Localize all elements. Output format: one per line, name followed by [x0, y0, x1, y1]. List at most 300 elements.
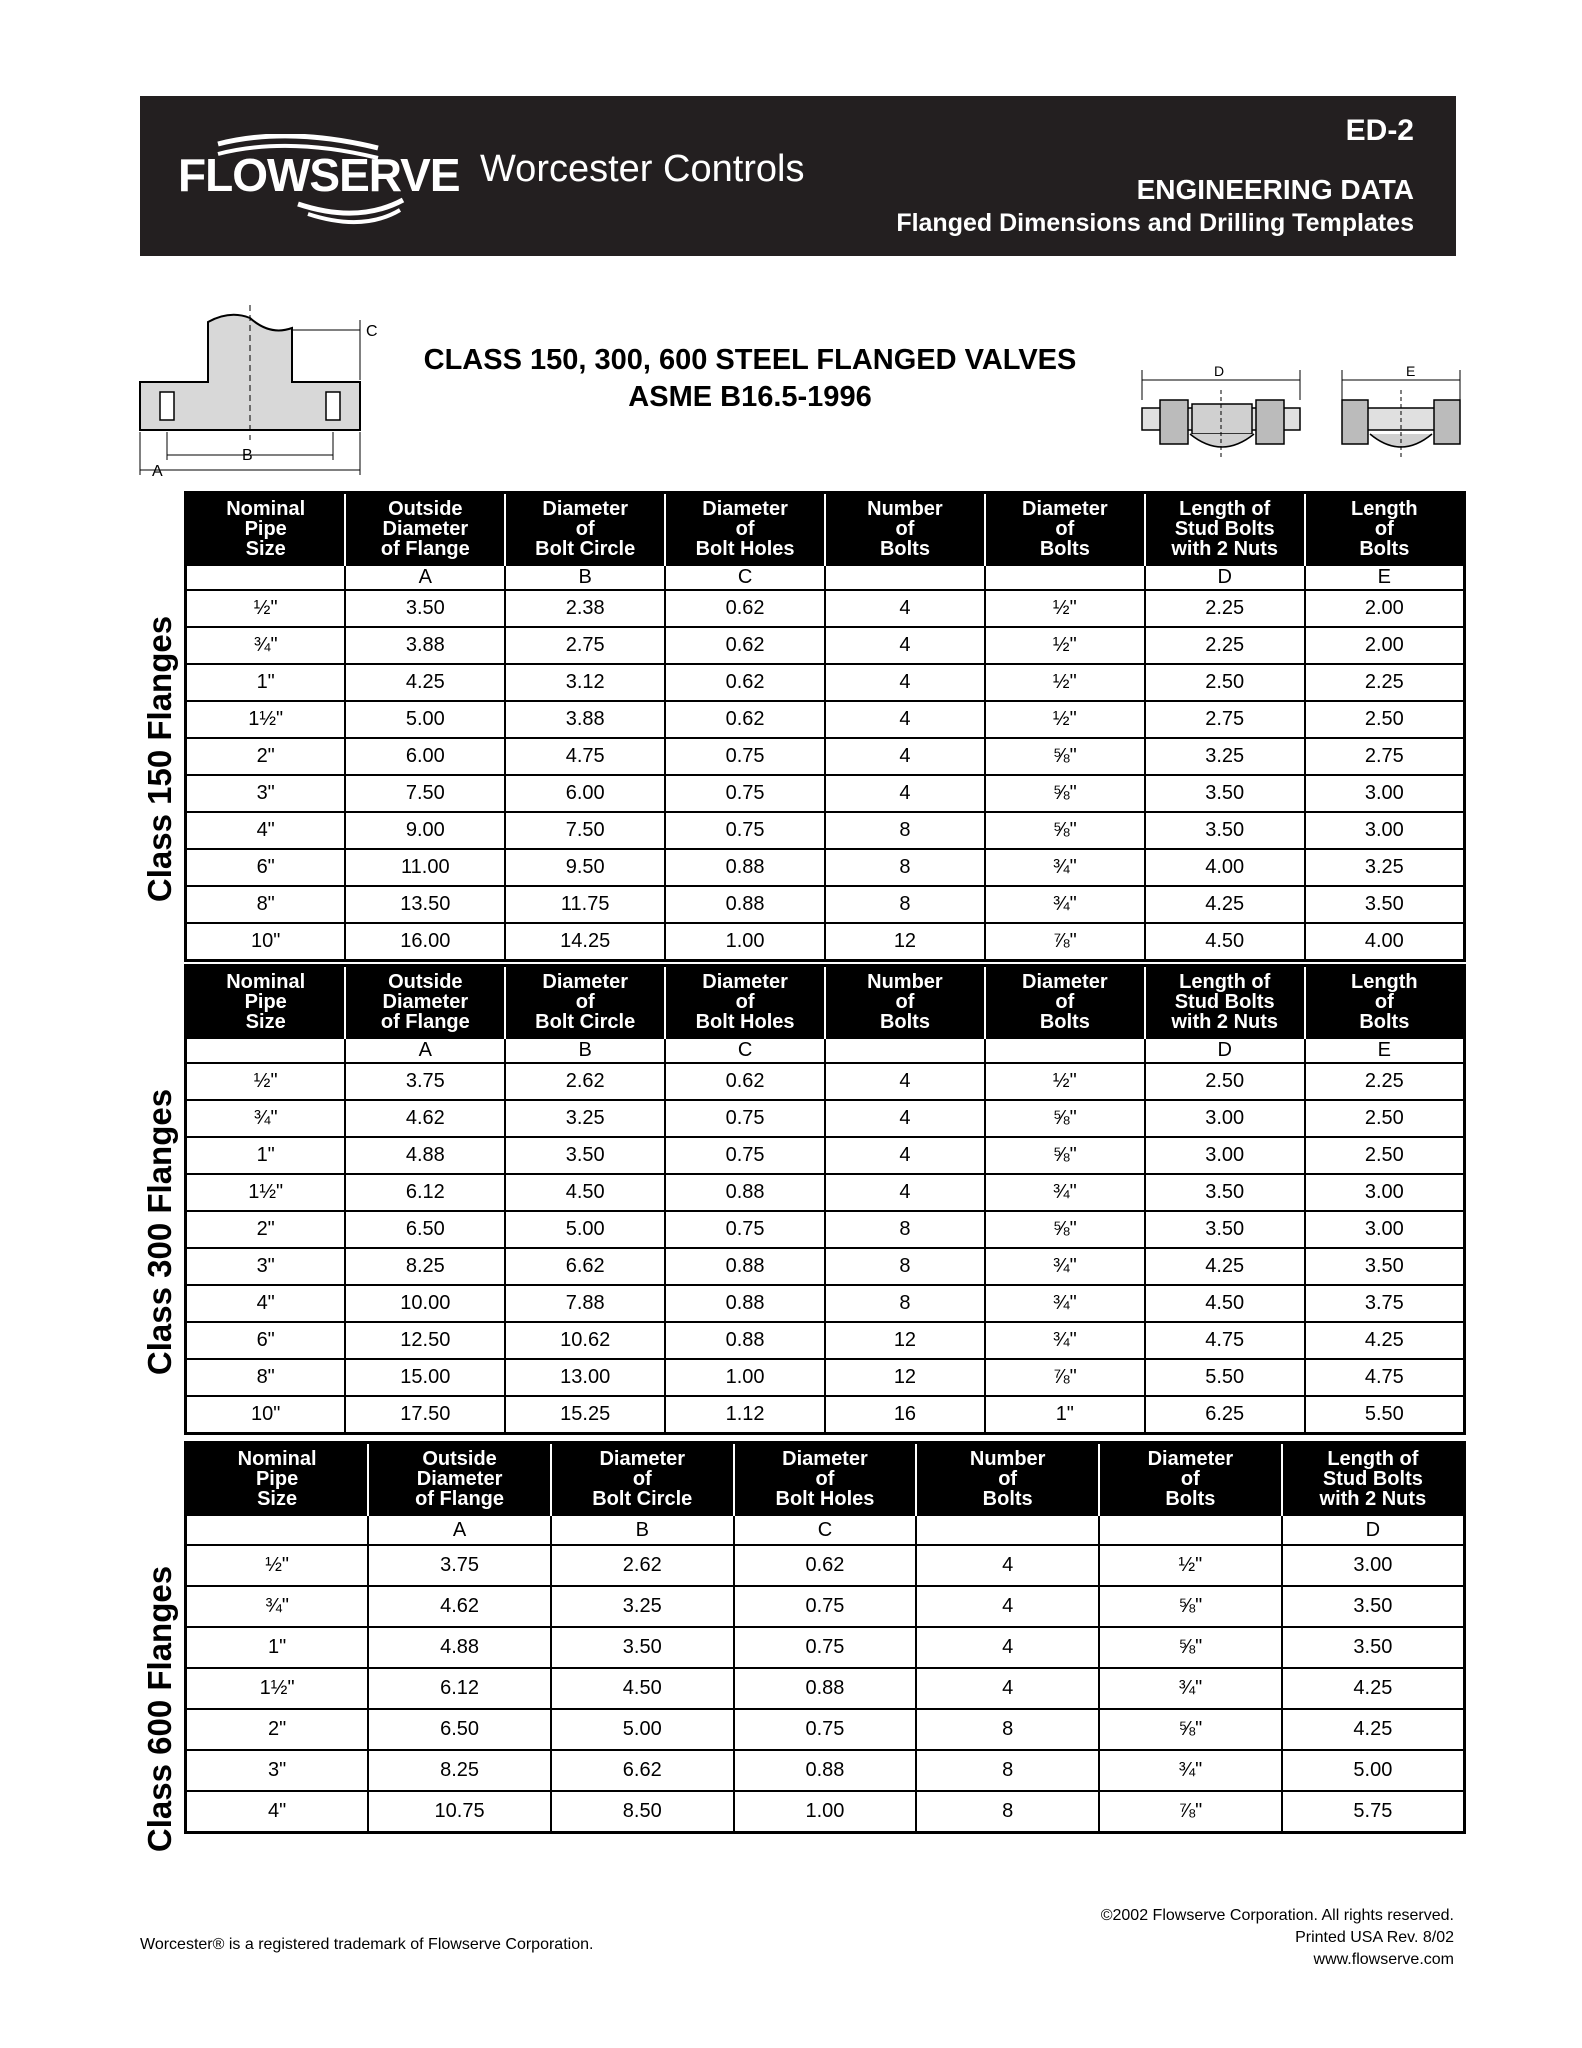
table-cell: 4	[825, 738, 985, 775]
table-cell: 4	[825, 1174, 985, 1211]
column-header-line: Bolt Circle	[592, 1488, 693, 1510]
table-row	[186, 1285, 1465, 1322]
table-cell: ⅞"	[1099, 1791, 1282, 1832]
table-cell: 12.50	[345, 1322, 505, 1359]
column-header-line: Bolts	[1039, 538, 1090, 560]
column-header	[505, 493, 665, 566]
table-cell: 4.00	[1145, 849, 1305, 886]
footer-info	[1101, 1905, 1454, 1971]
header-row	[186, 493, 1465, 566]
table-cell: 7.50	[505, 812, 665, 849]
table-cell: 9.50	[505, 849, 665, 886]
table-row	[186, 1709, 1465, 1750]
table-cell: 5.50	[1145, 1359, 1305, 1396]
table-cell: 4	[825, 1063, 985, 1100]
table-cell: ⅝"	[985, 1100, 1145, 1137]
table-cell: 9.00	[345, 812, 505, 849]
table-cell: 4.88	[368, 1627, 551, 1668]
column-header-line: Bolt Holes	[695, 1011, 795, 1033]
column-header	[1305, 966, 1465, 1039]
table-cell: 3"	[186, 1750, 369, 1791]
table-cell: 6.12	[368, 1668, 551, 1709]
column-header	[1282, 1443, 1465, 1516]
dimension-letter	[825, 565, 985, 590]
column-header-line: Bolt Holes	[775, 1488, 875, 1510]
dim-label-e: E	[1406, 363, 1416, 379]
table-cell: 2.50	[1305, 701, 1465, 738]
table-cell: 4.50	[505, 1174, 665, 1211]
column-header-line: Size	[245, 1011, 286, 1033]
table-cell: 5.75	[1282, 1791, 1465, 1832]
column-header-line: Nominal	[226, 971, 306, 993]
dimension-letter-row	[186, 565, 1465, 590]
table-cell: ⅝"	[1099, 1709, 1282, 1750]
table-row	[186, 590, 1465, 627]
column-header-line: Bolts	[1165, 1488, 1216, 1510]
table-cell: ½"	[186, 1063, 346, 1100]
column-header-line: Pipe	[244, 991, 287, 1013]
column-header-line: of	[735, 991, 755, 1013]
dim-label-c: C	[366, 323, 378, 340]
table-cell: 6"	[186, 849, 346, 886]
table-cell: 8	[825, 1248, 985, 1285]
table-cell: 3.50	[1282, 1586, 1465, 1627]
table-cell: 4	[825, 627, 985, 664]
table-cell: 1"	[186, 1137, 346, 1174]
table-cell: 3.25	[1305, 849, 1465, 886]
table-cell: 4	[916, 1586, 1099, 1627]
doc-code: ED-2	[1345, 114, 1414, 147]
column-header	[551, 1443, 734, 1516]
table-cell: 0.88	[665, 1248, 825, 1285]
table-cell: 10"	[186, 1396, 346, 1433]
table-cell: 0.88	[665, 849, 825, 886]
column-header-line: Nominal	[237, 1448, 317, 1470]
table-cell: 8"	[186, 1359, 346, 1396]
table-cell: ¾"	[186, 627, 346, 664]
table-cell: 0.75	[734, 1586, 917, 1627]
dimension-letter: E	[1305, 565, 1465, 590]
column-header	[1145, 966, 1305, 1039]
column-header-line: Diameter	[542, 498, 628, 520]
logo-wordmark: FLOWSERVE	[178, 149, 460, 201]
table-cell: 4.62	[345, 1100, 505, 1137]
dimension-letter: C	[665, 565, 825, 590]
table-cell: 2.75	[1305, 738, 1465, 775]
table-cell: 3.50	[1145, 775, 1305, 812]
table-cell: 3.25	[1145, 738, 1305, 775]
table-cell: 10"	[186, 923, 346, 960]
table-cell: 4.50	[1145, 1285, 1305, 1322]
column-header-line: of	[895, 991, 915, 1013]
table-cell: 0.62	[665, 1063, 825, 1100]
table-cell: 4.25	[1145, 886, 1305, 923]
table-cell: 3"	[186, 1248, 346, 1285]
table-cell: 1"	[985, 1396, 1145, 1433]
table-cell: 4	[825, 1137, 985, 1174]
table-row	[186, 1322, 1465, 1359]
table-cell: 3.50	[1305, 886, 1465, 923]
table-cell: 4	[825, 775, 985, 812]
column-header-line: Size	[245, 538, 286, 560]
table-cell: ¾"	[985, 849, 1145, 886]
table-cell: 0.62	[665, 664, 825, 701]
dimension-letter: D	[1145, 1038, 1305, 1063]
column-header-line: of	[1374, 518, 1394, 540]
table-cell: 1½"	[186, 701, 346, 738]
column-header-line: Bolts	[982, 1488, 1033, 1510]
dimension-letter: A	[345, 1038, 505, 1063]
dimension-letter	[1099, 1515, 1282, 1545]
table-cell: 2.25	[1145, 590, 1305, 627]
column-header-line: Bolts	[1359, 538, 1410, 560]
column-header-line: of	[815, 1468, 835, 1490]
table-cell: 8	[825, 1211, 985, 1248]
table-cell: 8	[916, 1791, 1099, 1832]
table-cell: 4.50	[551, 1668, 734, 1709]
table-cell: 4.75	[1305, 1359, 1465, 1396]
table-cell: 3.88	[345, 627, 505, 664]
table-row	[186, 1791, 1465, 1832]
table-cell: 2.00	[1305, 627, 1465, 664]
table-cell: ¾"	[186, 1586, 369, 1627]
table-cell: 3.88	[505, 701, 665, 738]
table-row	[186, 1668, 1465, 1709]
table-row	[186, 886, 1465, 923]
dimension-letter: B	[551, 1515, 734, 1545]
table-cell: ¾"	[1099, 1668, 1282, 1709]
table-cell: 6.62	[551, 1750, 734, 1791]
dimension-letter: B	[505, 1038, 665, 1063]
table-cell: 3.50	[1145, 1174, 1305, 1211]
document-title	[380, 342, 1120, 416]
table-cell: 10.75	[368, 1791, 551, 1832]
column-header-line: of	[998, 1468, 1018, 1490]
table-cell: 0.75	[665, 1100, 825, 1137]
table-cell: ⅞"	[985, 923, 1145, 960]
table-cell: 0.88	[665, 886, 825, 923]
dimension-letter: E	[1305, 1038, 1465, 1063]
table-cell: ¾"	[1099, 1750, 1282, 1791]
table-row	[186, 1137, 1465, 1174]
table-cell: 4.25	[1305, 1322, 1465, 1359]
table-cell: 5.00	[551, 1709, 734, 1750]
table-cell: 1.00	[665, 923, 825, 960]
table-cell: 3.00	[1145, 1100, 1305, 1137]
table-cell: 2.75	[505, 627, 665, 664]
table-cell: ½"	[186, 1545, 369, 1586]
table-cell: 16.00	[345, 923, 505, 960]
table-cell: 0.62	[665, 590, 825, 627]
table-cell: 12	[825, 1322, 985, 1359]
table-cell: 8	[825, 886, 985, 923]
column-header-line: Diameter	[542, 971, 628, 993]
column-header-line: of	[1055, 991, 1075, 1013]
table-cell: 2.50	[1305, 1100, 1465, 1137]
column-header-line: Diameter	[382, 518, 469, 540]
column-header-line: Diameter	[416, 1468, 503, 1490]
copyright: ©2002 Flowserve Corporation. All rights reserved.	[1100, 1907, 1454, 1924]
table-cell: 3.50	[1145, 812, 1305, 849]
table-row	[186, 1100, 1465, 1137]
side-label-class600: Class 600 Flanges	[141, 1565, 178, 1853]
side-label-class300: Class 300 Flanges	[141, 1088, 178, 1376]
table-cell: 4.25	[1145, 1248, 1305, 1285]
table-row	[186, 1750, 1465, 1791]
table-cell: 0.88	[665, 1174, 825, 1211]
column-header-line: of	[632, 1468, 652, 1490]
table-cell: 2"	[186, 1709, 369, 1750]
table-cell: 3.50	[345, 590, 505, 627]
table-cell: ⅝"	[985, 738, 1145, 775]
table-row	[186, 923, 1465, 960]
printed-rev: Printed USA Rev. 8/02	[1295, 1929, 1454, 1946]
column-header	[734, 1443, 917, 1516]
table-cell: 2"	[186, 1211, 346, 1248]
column-header-line: Bolts	[879, 1011, 930, 1033]
column-header-line: with 2 Nuts	[1171, 538, 1279, 560]
column-header-line: of Flange	[380, 538, 470, 560]
column-header-line: of	[1374, 991, 1394, 1013]
table-cell: 5.00	[345, 701, 505, 738]
table-cell: 3.00	[1145, 1137, 1305, 1174]
column-header-line: Length	[1350, 498, 1418, 520]
column-header	[985, 493, 1145, 566]
table-cell: ¾"	[985, 1285, 1145, 1322]
table-cell: 1.00	[734, 1791, 917, 1832]
dimension-letter: B	[505, 565, 665, 590]
dimension-letter	[186, 565, 346, 590]
column-header-line: Diameter	[1022, 971, 1108, 993]
column-header-line: of	[895, 518, 915, 540]
section-subtitle: Flanged Dimensions and Drilling Templates	[896, 209, 1414, 237]
table-cell: 3.50	[1305, 1248, 1465, 1285]
table-cell: 5.00	[505, 1211, 665, 1248]
table-cell: 6"	[186, 1322, 346, 1359]
table-cell: 3.50	[1282, 1627, 1465, 1668]
table-cell: 0.75	[665, 775, 825, 812]
table-row	[186, 775, 1465, 812]
header-row	[186, 1443, 1465, 1516]
column-header-line: Bolt Circle	[535, 1011, 636, 1033]
dim-label-d: D	[1214, 363, 1225, 379]
bolt-diagrams	[1130, 360, 1470, 475]
table-cell: 15.25	[505, 1396, 665, 1433]
dimension-letter	[985, 1038, 1145, 1063]
table-cell: 15.00	[345, 1359, 505, 1396]
column-header-line: of Flange	[380, 1011, 470, 1033]
column-header	[825, 966, 985, 1039]
brand-name: Worcester Controls	[480, 148, 805, 190]
column-header-line: of	[735, 518, 755, 540]
side-label-class150: Class 150 Flanges	[141, 615, 178, 903]
table-cell: 4.25	[1282, 1709, 1465, 1750]
header-row	[186, 966, 1465, 1039]
table-cell: 0.75	[734, 1709, 917, 1750]
table-cell: 11.75	[505, 886, 665, 923]
table-row	[186, 1248, 1465, 1285]
column-header	[1145, 493, 1305, 566]
table-cell: 7.88	[505, 1285, 665, 1322]
column-header-line: Diameter	[782, 1448, 868, 1470]
dimension-letter: D	[1282, 1515, 1465, 1545]
column-header-line: with 2 Nuts	[1319, 1488, 1427, 1510]
column-header-line: Stud Bolts	[1174, 518, 1275, 540]
table-cell: 4.25	[1282, 1668, 1465, 1709]
table-cell: 3.00	[1305, 1211, 1465, 1248]
column-header-line: of	[1055, 518, 1075, 540]
table-cell: 4	[825, 1100, 985, 1137]
table-cell: 3.00	[1305, 775, 1465, 812]
table-cell: 13.50	[345, 886, 505, 923]
column-header-line: Size	[257, 1488, 298, 1510]
class300-table	[184, 964, 1466, 1435]
table-cell: ½"	[985, 1063, 1145, 1100]
table-cell: 6.62	[505, 1248, 665, 1285]
column-header-line: of Flange	[415, 1488, 504, 1510]
table-cell: 4"	[186, 812, 346, 849]
column-header	[186, 1443, 369, 1516]
column-header-line: Diameter	[702, 971, 788, 993]
table-cell: 0.75	[665, 1211, 825, 1248]
table-row	[186, 738, 1465, 775]
table-cell: 1½"	[186, 1668, 369, 1709]
column-header-line: Bolt Holes	[695, 538, 795, 560]
table-cell: 1½"	[186, 1174, 346, 1211]
table-cell: 0.75	[665, 812, 825, 849]
column-header-line: Outside	[422, 1448, 497, 1470]
title-line-2: ASME B16.5-1996	[628, 381, 872, 413]
column-header-line: Bolts	[1039, 1011, 1090, 1033]
table-cell: ½"	[985, 590, 1145, 627]
table-cell: ⅝"	[1099, 1586, 1282, 1627]
column-header	[985, 966, 1145, 1039]
column-header	[368, 1443, 551, 1516]
table-cell: 0.75	[665, 1137, 825, 1174]
flowserve-logo	[178, 134, 468, 224]
column-header	[1099, 1443, 1282, 1516]
table-cell: 8	[916, 1709, 1099, 1750]
table-cell: 0.75	[665, 738, 825, 775]
table-cell: 2.50	[1145, 664, 1305, 701]
table-row	[186, 1627, 1465, 1668]
table-cell: 4	[916, 1627, 1099, 1668]
table-cell: 12	[825, 923, 985, 960]
table-cell: 4.62	[368, 1586, 551, 1627]
column-header-line: Number	[969, 1448, 1046, 1470]
column-header-line: Stud Bolts	[1174, 991, 1275, 1013]
column-header	[665, 493, 825, 566]
table-cell: 2.62	[551, 1545, 734, 1586]
column-header	[345, 493, 505, 566]
table-cell: 3.50	[505, 1137, 665, 1174]
trademark-note: Worcester® is a registered trademark of Flowserve Corporation.	[140, 1936, 594, 1953]
column-header	[345, 966, 505, 1039]
table-cell: 14.25	[505, 923, 665, 960]
dimension-letter	[825, 1038, 985, 1063]
table-cell: 0.88	[734, 1668, 917, 1709]
column-header-line: of	[575, 518, 595, 540]
table-cell: 4	[825, 590, 985, 627]
table-cell: 3.12	[505, 664, 665, 701]
table-cell: 3.00	[1282, 1545, 1465, 1586]
dimension-letter: A	[345, 565, 505, 590]
table-cell: 8	[916, 1750, 1099, 1791]
table-row	[186, 664, 1465, 701]
table-cell: 8"	[186, 886, 346, 923]
table-cell: 6.25	[1145, 1396, 1305, 1433]
column-header	[916, 1443, 1099, 1516]
table-cell: 4	[825, 701, 985, 738]
table-cell: 5.00	[1282, 1750, 1465, 1791]
section-title: ENGINEERING DATA	[1136, 174, 1414, 205]
column-header-line: Outside	[388, 498, 463, 520]
dimension-letter-row	[186, 1515, 1465, 1545]
table-row	[186, 812, 1465, 849]
table-cell: 7.50	[345, 775, 505, 812]
table-row	[186, 1211, 1465, 1248]
table-cell: 0.75	[734, 1627, 917, 1668]
dimension-letter	[985, 565, 1145, 590]
table-cell: ½"	[985, 664, 1145, 701]
table-cell: 3.00	[1305, 812, 1465, 849]
column-header-line: Diameter	[1022, 498, 1108, 520]
column-header-line: Stud Bolts	[1322, 1468, 1423, 1490]
table-cell: 0.62	[665, 627, 825, 664]
column-header-line: Nominal	[226, 498, 306, 520]
column-header-line: Diameter	[702, 498, 788, 520]
column-header-line: Length of	[1327, 1448, 1419, 1470]
column-header-line: Pipe	[244, 518, 287, 540]
table-cell: 10.00	[345, 1285, 505, 1322]
column-header	[186, 493, 346, 566]
table-cell: ½"	[985, 701, 1145, 738]
table-cell: 0.62	[734, 1545, 917, 1586]
table-cell: ¾"	[985, 1174, 1145, 1211]
table-cell: 3.50	[551, 1627, 734, 1668]
table-cell: 2.00	[1305, 590, 1465, 627]
class600-table	[184, 1441, 1466, 1834]
table-cell: ¾"	[985, 1322, 1145, 1359]
table-cell: 6.50	[368, 1709, 551, 1750]
table-cell: ⅝"	[985, 1211, 1145, 1248]
table-cell: 4"	[186, 1285, 346, 1322]
table-cell: 17.50	[345, 1396, 505, 1433]
dimension-letter	[186, 1038, 346, 1063]
dimension-letter: C	[734, 1515, 917, 1545]
flange-diagram	[130, 300, 400, 485]
table-cell: 0.62	[665, 701, 825, 738]
table-cell: ⅝"	[985, 1137, 1145, 1174]
table-cell: 4"	[186, 1791, 369, 1832]
column-header	[825, 493, 985, 566]
column-header-line: Diameter	[1147, 1448, 1234, 1470]
table-cell: 3.75	[368, 1545, 551, 1586]
dimension-letter: A	[368, 1515, 551, 1545]
column-header	[505, 966, 665, 1039]
table-cell: 2.50	[1305, 1137, 1465, 1174]
dimension-letter-row	[186, 1038, 1465, 1063]
table-cell: 5.50	[1305, 1396, 1465, 1433]
table-cell: 3.75	[345, 1063, 505, 1100]
table-row	[186, 627, 1465, 664]
table-cell: 6.50	[345, 1211, 505, 1248]
header-banner	[140, 96, 1456, 256]
table-cell: ½"	[1099, 1545, 1282, 1586]
table-cell: 2.50	[1145, 1063, 1305, 1100]
column-header-line: Outside	[388, 971, 463, 993]
dimension-letter	[916, 1515, 1099, 1545]
